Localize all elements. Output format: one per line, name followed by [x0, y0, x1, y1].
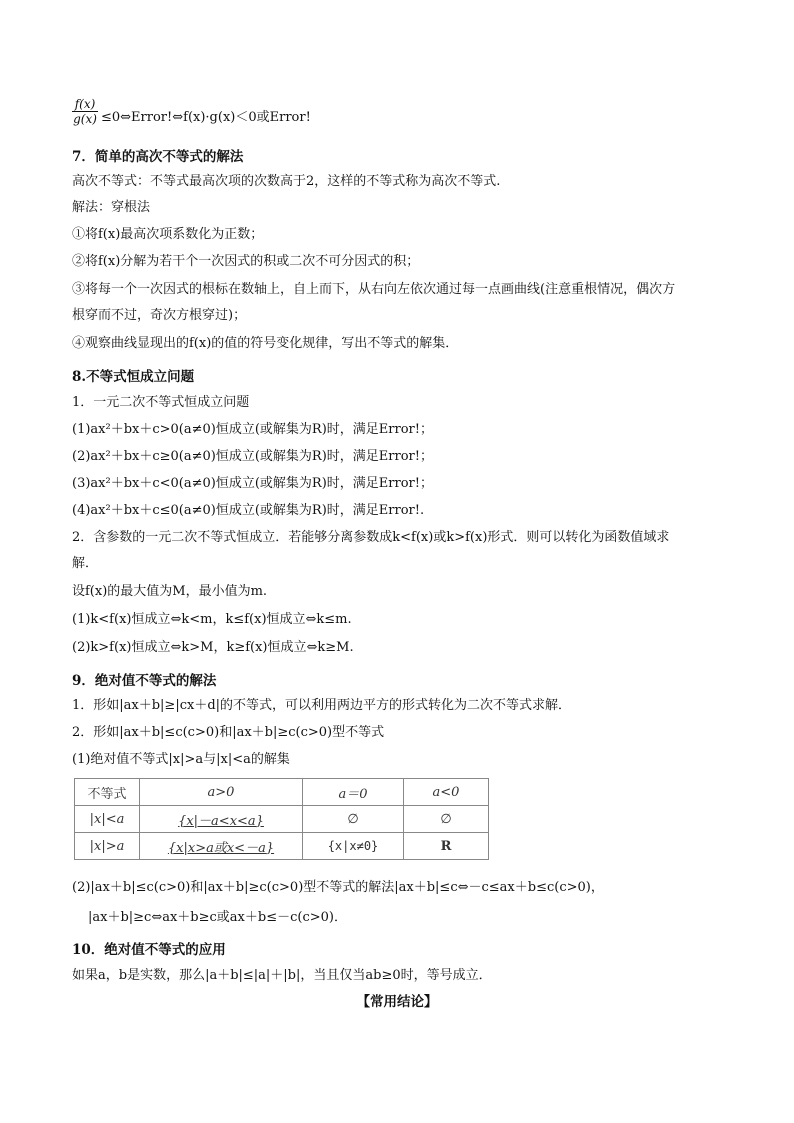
line-s10-title: 10．绝对值不等式的应用: [72, 942, 226, 958]
line-s8-2b: 解．: [72, 556, 99, 571]
table-cell: ∅: [404, 806, 489, 833]
table-header-row: [75, 779, 489, 806]
fraction-numerator: f(x): [72, 97, 98, 112]
line-s8-2a: 2．含参数的一元二次不等式恒成立．若能够分离参数成k<f(x)或k>f(x)形式．则可以转化为函数值域求: [72, 530, 670, 545]
line-s8-1-2: (2)ax²＋bx＋c≥0(a≠0)恒成立(或解集为R)时，满足Error!；: [72, 449, 433, 464]
line-s8-1-4: (4)ax²＋bx＋c≤0(a≠0)恒成立(或解集为R)时，满足Error!.: [72, 503, 425, 518]
table-cell: a<0: [404, 779, 489, 806]
line-s9-title: 9．绝对值不等式的解法: [72, 673, 217, 689]
line-s8-2c: 设f(x)的最大值为M，最小值为m.: [72, 584, 268, 599]
line-s8-2-2: (2)k>f(x)恒成立⇔k>M，k≥f(x)恒成立⇔k≥M.: [72, 640, 354, 655]
line-s9-2-2b: |ax＋b|≥c⇔ax＋b≥c或ax＋b≤－c(c>0)．: [88, 910, 347, 925]
line-s8-1-3: (3)ax²＋bx＋c<0(a≠0)恒成立(或解集为R)时，满足Error!；: [72, 476, 433, 491]
abs-inequality-table: [74, 778, 489, 860]
table-cell: a＝0: [303, 779, 404, 806]
line-s9-2-2a: (2)|ax＋b|≤c(c>0)和|ax＋b|≥c(c>0)型不等式的解法|ax＋b|≤c⇔－c≤ax＋b≤c(c>0)，: [72, 880, 604, 895]
line-s9-2-1: (1)绝对值不等式|x|>a与|x|<a的解集: [72, 752, 290, 767]
table-cell: 不等式: [75, 779, 140, 806]
fraction-denominator: g(x): [73, 112, 97, 126]
fraction-f-over-g: [72, 97, 98, 126]
line-s7-step2: ②将f(x)分解为若干个一次因式的积或二次不可分因式的积；: [72, 254, 420, 269]
line-s8-title: 8.不等式恒成立问题: [72, 369, 195, 385]
line-s9-2: 2．形如|ax＋b|≤c(c>0)和|ax＋b|≥c(c>0)型不等式: [72, 725, 385, 740]
line-s9-1: 1．形如|ax＋b|≥|cx＋d|的不等式，可以利用两边平方的形式转化为二次不等式求解．: [72, 698, 572, 713]
line-s7-method: 解法：穿根法: [72, 200, 151, 215]
line-s7-step1: ①将f(x)最高次项系数化为正数；: [72, 227, 264, 242]
line-s7-step4: ④观察曲线显现出的f(x)的值的符号变化规律，写出不等式的解集．: [72, 336, 459, 351]
line-s8-2-1: (1)k<f(x)恒成立⇔k<m，k≤f(x)恒成立⇔k≤m.: [72, 612, 352, 627]
table-row: [75, 806, 489, 833]
table-cell: a>0: [140, 779, 303, 806]
table-cell: |x|>a: [75, 833, 140, 860]
line-s7-step3b: 根穿而不过，奇次方根穿过)；: [72, 308, 247, 323]
table-cell: |x|<a: [75, 806, 140, 833]
line-s7-step3a: ③将每一个一次因式的根标在数轴上，自上而下，从右向左依次通过每一点画曲线(注意重根情况，偶次方: [72, 282, 676, 297]
table-cell: {x|x>a或x<－a}: [140, 833, 303, 860]
common-conclusions-heading: 【常用结论】: [356, 994, 438, 1010]
table-cell: {x|－a<x<a}: [140, 806, 303, 833]
fraction-inequality-text: ≤0⇔Error!⇔f(x)·g(x)＜0或Error!: [101, 110, 311, 125]
table-cell: R: [404, 833, 489, 860]
table-row: [75, 833, 489, 860]
line-s7-def: 高次不等式：不等式最高次项的次数高于2，这样的不等式称为高次不等式.: [72, 174, 501, 189]
line-s8-1: 1．一元二次不等式恒成立问题: [72, 395, 250, 410]
line-s7-title: 7．简单的高次不等式的解法: [72, 149, 244, 165]
line-s8-1-1: (1)ax²＋bx＋c>0(a≠0)恒成立(或解集为R)时，满足Error!；: [72, 422, 433, 437]
line-s10-1: 如果a，b是实数，那么|a＋b|≤|a|＋|b|，当且仅当ab≥0时，等号成立．: [72, 968, 492, 983]
table-cell: ∅: [303, 806, 404, 833]
table-cell: {x|x≠0}: [303, 833, 404, 860]
